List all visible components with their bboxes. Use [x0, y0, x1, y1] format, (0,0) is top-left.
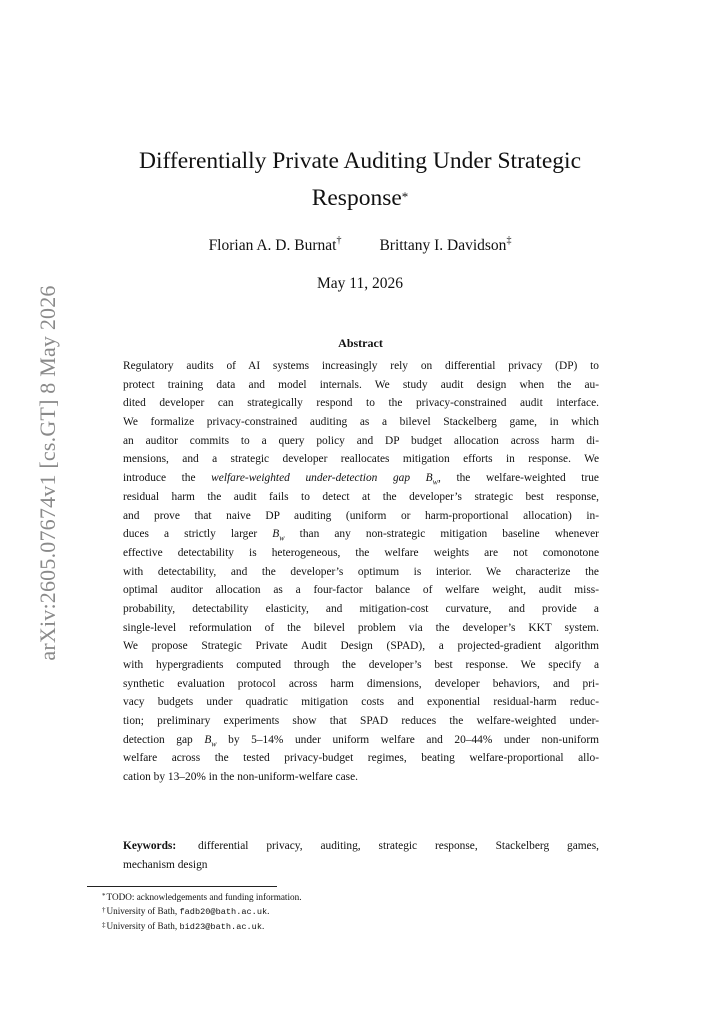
abstract-line: duces a strictly larger $B_w$ than any non-strategic mitigation baseline whenever: [123, 528, 599, 543]
gap-symbol: $B_w$: [204, 733, 217, 749]
author-list: [110, 237, 610, 255]
abstract-line: welfare across the tested privacy-budget regimes, beating welfare-proportional allo-: [123, 752, 599, 765]
footnote-affiliation-2: ‡University of Bath, bid23@bath.ac.uk.: [102, 920, 265, 932]
abstract-heading: Abstract: [338, 336, 383, 350]
author-1-email[interactable]: fadb20@bath.ac.uk: [179, 906, 268, 917]
abstract-line: with detectability, and the developer’s optimum is interior. We characterize the: [123, 565, 599, 578]
gap-symbol: $B_w$: [272, 528, 285, 543]
arxiv-sidebar-stamp: [33, 284, 63, 661]
abstract-line: vacy budgets under quadratic mitigation costs and exponential residual-harm reduc-: [123, 696, 599, 709]
title-line-2: Response*: [311, 185, 409, 211]
abstract-line: dited developer can strategically respond to the privacy-constrained audit interface.: [123, 397, 599, 410]
abstract-line: cation by 13–20% in the non-uniform-welfare case.: [123, 771, 359, 784]
abstract-line: residual harm the audit fails to detect at the developer’s strategic best response,: [123, 490, 599, 503]
keywords: [123, 837, 599, 874]
abstract-line: detection gap $B_w$ by 5–14% under uniform welfare and 20–44% under non-uniform: [123, 733, 599, 749]
keywords-label: Keywords:: [123, 840, 177, 852]
author-1-mark: †: [336, 235, 342, 246]
footnote-affiliation-1: †University of Bath, fadb20@bath.ac.uk.: [102, 905, 270, 917]
paper-date: May 11, 2026: [317, 275, 403, 292]
paper-title: [110, 143, 610, 217]
abstract-line: effective detectability is heterogeneous, the welfare weights are not comonotone: [123, 546, 599, 559]
abstract-line: with hypergradients computed through the developer’s best response. We specify a: [123, 659, 599, 671]
abstract-line: mensions, and a strategic developer reallocates mitigation efforts in response. We: [123, 453, 599, 466]
abstract-line: single-level reformulation of the bilevel problem via the developer’s KKT system.: [123, 621, 599, 634]
abstract-line: Regulatory audits of AI systems increasingly rely on differential privacy (DP) to: [123, 360, 599, 372]
footnote-funding: *TODO: acknowledgements and funding information.: [102, 892, 302, 902]
author-2: Brittany I. Davidson‡: [379, 235, 512, 254]
footnote-divider: [87, 886, 277, 887]
keywords-line: mechanism design: [123, 858, 208, 871]
abstract-body: [123, 357, 599, 787]
author-2-email[interactable]: bid23@bath.ac.uk: [179, 921, 262, 932]
keywords-line: Keywords: differential privacy, auditing, strategic response, Stackelberg games,: [123, 840, 599, 852]
gap-symbol: $B_w$: [425, 472, 438, 487]
abstract-line: We propose Strategic Private Audit Design (SPAD), a projected-gradient algorithm: [123, 640, 599, 653]
abstract-line: probability, detectability elasticity, and mitigation-cost curvature, and provide a: [123, 602, 599, 615]
title-line-1: Differentially Private Auditing Under Strategic: [138, 148, 582, 174]
abstract-line: synthetic evaluation protocol across harm dimensions, developer behaviors, and pri-: [123, 677, 599, 690]
author-2-mark: ‡: [506, 235, 512, 246]
abstract-line: optimal auditor allocation as a four-factor balance of welfare weight, audit miss-: [123, 584, 599, 597]
abstract-line: an auditor commits to a query policy and DP budget allocation across harm di-: [123, 434, 599, 447]
gap-term: welfare-weighted under-detection gap: [211, 472, 411, 485]
abstract-line: protect training data and model internals. We study audit design when the au-: [123, 378, 599, 391]
abstract-line: tion; preliminary experiments show that SPAD reduces the welfare-weighted under-: [123, 715, 599, 728]
abstract-line: introduce the welfare-weighted under-detection gap $B_w$, the welfare-weighted true: [123, 472, 599, 487]
title-footnote-mark: *: [401, 189, 409, 204]
abstract-line: and prove that naive DP auditing (uniform or harm-proportional allocation) in-: [123, 509, 599, 522]
footnotes: [102, 891, 602, 934]
abstract-line: We formalize privacy-constrained auditing as a bilevel Stackelberg game, in which: [123, 416, 599, 429]
arxiv-identifier: arXiv:2605.07674v1 [cs.GT] 8 May 2026: [35, 284, 60, 661]
author-1: Florian A. D. Burnat†: [208, 235, 342, 254]
